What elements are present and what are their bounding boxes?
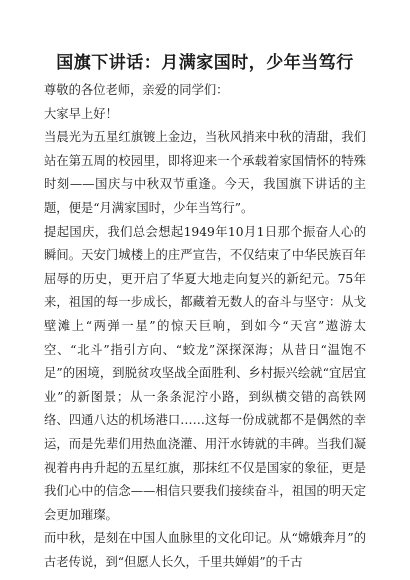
paragraph-intro: 当晨光为五星红旗镀上金边，当秋风捎来中秋的清甜，我们站在第五周的校园里，即将迎来一个承载着家国情怀的特殊时刻——国庆与中秋双节重逢。今天，我国旗下讲话的主题，便是“月满家国时，少年当笃行”。 xyxy=(44,130,366,215)
document-title: 国旗下讲话：月满家国时，少年当笃行 xyxy=(56,53,354,73)
salutation: 尊敬的各位老师，亲爱的同学们： xyxy=(44,83,229,97)
paragraph-national-day: 提起国庆，我们总会想起1949年10月1日那个振奋人心的瞬间。天安门城楼上的庄严宣告，不仅结束了中华民族百年屈辱的历史，更开启了华夏大地走向复兴的新纪元。75年来，祖国的每一步成长，都藏着无数人的奋斗与坚守：从戈壁滩上“两弹一星”的惊天巨响，到如今“天宫”遨游太空、“北斗”指引方向、“蛟龙”深探深海；从昔日“温饱不足”的困境，到脱贫攻坚战全面胜利、乡村振兴绘就“宜居宜业”的新图景；从一条条泥泞小路，到纵横交错的高铁网络、四通八达的机场港口……这每一份成就都不是偶然的幸运，而是先辈们用热血浇灌、用汗水铸就的丰碑。当我们凝视着冉冉升起的五星红旗，那抹红不仅是国家的象征，更是我们心中的信念——相信只要我们接续奋斗，祖国的明天定会更加璀璨。 xyxy=(44,224,366,522)
paragraph-mid-autumn: 而中秋，是刻在中国人血脉里的文化印记。从“嫦娥奔月”的古老传说，到“但愿人长久，千里共婵娟”的千古 xyxy=(44,531,366,569)
greeting: 大家早上好！ xyxy=(44,106,118,121)
